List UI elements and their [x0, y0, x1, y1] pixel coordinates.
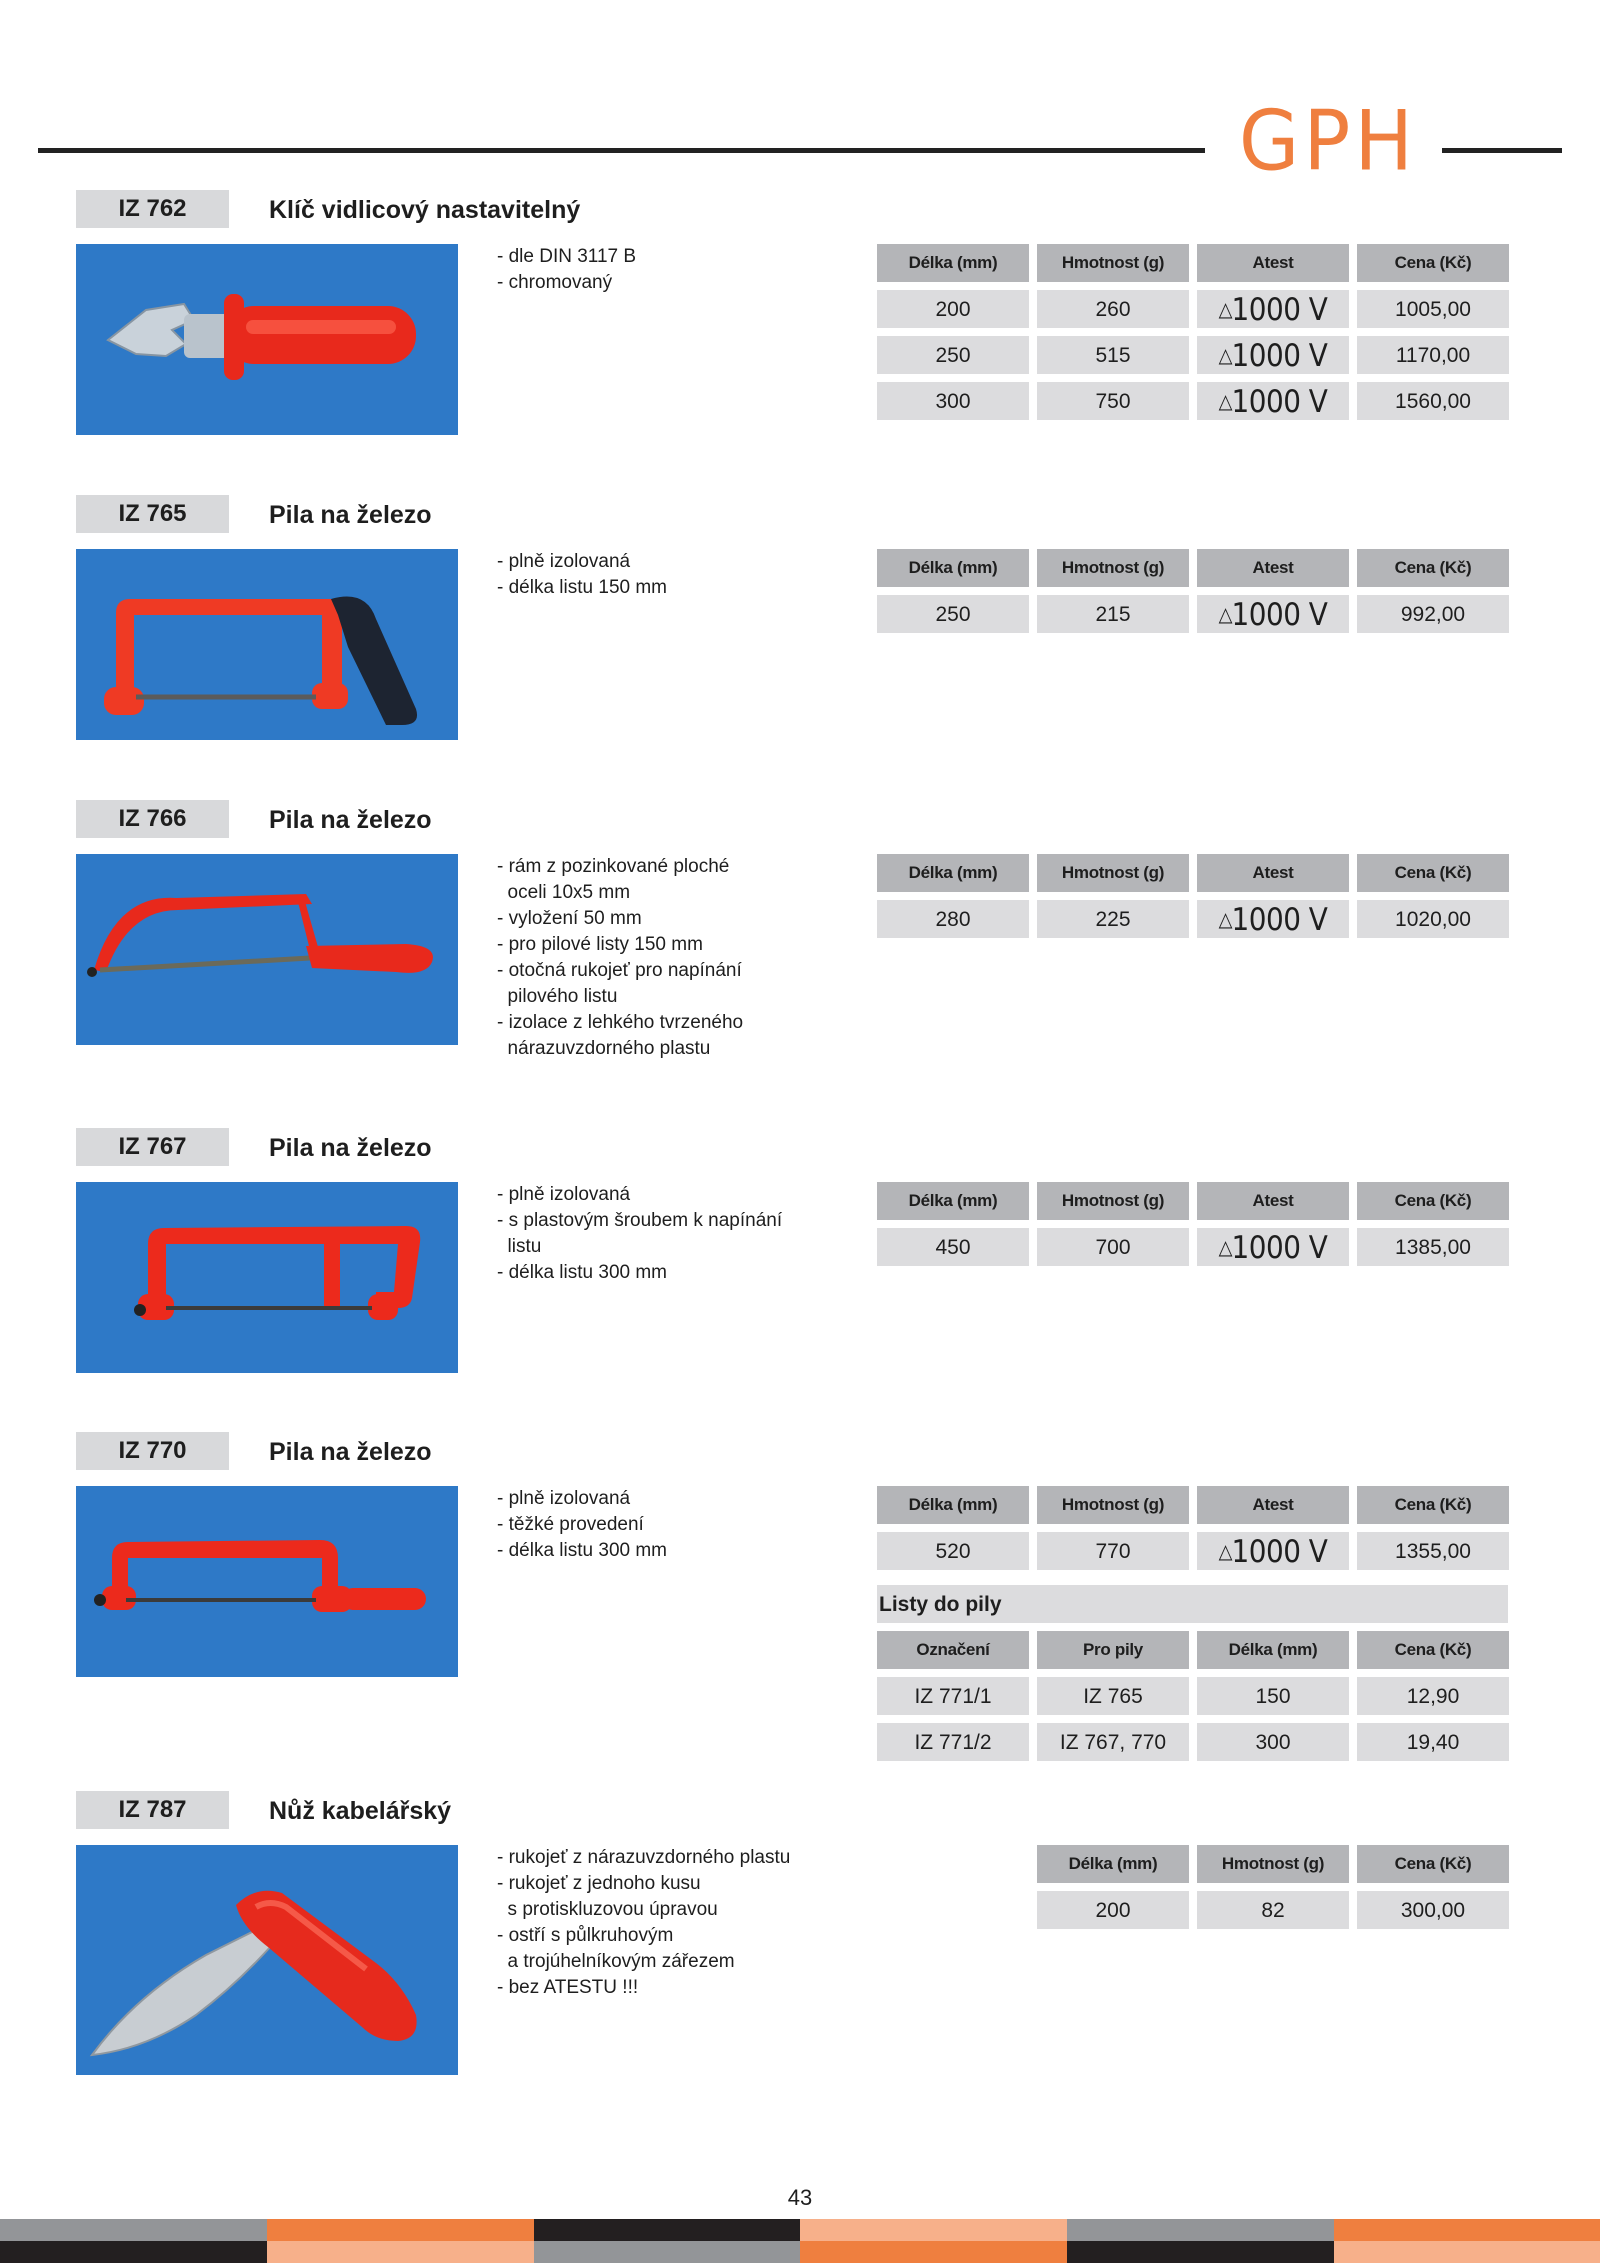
- atest-value: 1000 V: [1231, 292, 1328, 328]
- col-header-atest: Atest: [1197, 244, 1349, 282]
- col-header-atest: Atest: [1197, 549, 1349, 587]
- cell-length: 450: [877, 1228, 1029, 1266]
- voltage-triangle-icon: △: [1218, 343, 1232, 367]
- cell-length: 200: [877, 290, 1029, 328]
- voltage-triangle-icon: △: [1218, 1235, 1232, 1259]
- col-header-weight: Hmotnost (g): [1037, 549, 1189, 587]
- footer-stripe: [534, 2219, 800, 2241]
- description-line: - plně izolovaná: [497, 1184, 631, 1205]
- hacksaw-with-grip-image: [76, 549, 458, 740]
- cell-designation: IZ 771/2: [877, 1723, 1029, 1761]
- description-line: a trojúhelníkovým zářezem: [497, 1951, 735, 1972]
- col-header-for-saws: Pro pily: [1037, 1631, 1189, 1669]
- cell-for-saws: IZ 765: [1037, 1677, 1189, 1715]
- cell-price: 1385,00: [1357, 1228, 1509, 1266]
- cell-atest: [1197, 382, 1349, 420]
- heavy-hacksaw-image: [76, 1486, 458, 1677]
- description-line: oceli 10x5 mm: [497, 882, 631, 903]
- cell-weight: 750: [1037, 382, 1189, 420]
- col-header-weight: Hmotnost (g): [1037, 1486, 1189, 1524]
- footer-stripe: [1334, 2241, 1600, 2263]
- cell-length: 200: [1037, 1891, 1189, 1929]
- footer-stripe: [800, 2219, 1067, 2241]
- col-header-atest: Atest: [1197, 1182, 1349, 1220]
- col-header-weight: Hmotnost (g): [1037, 1182, 1189, 1220]
- cell-price: 12,90: [1357, 1677, 1509, 1715]
- footer-stripe: [1067, 2241, 1334, 2263]
- footer-stripe: [1067, 2219, 1334, 2241]
- header-rule-right: [1442, 148, 1562, 153]
- description-line: - ostří s půlkruhovým: [497, 1925, 674, 1946]
- description-line: - rukojeť z nárazuvzdorného plastu: [497, 1847, 791, 1868]
- col-header-weight: Hmotnost (g): [1037, 244, 1189, 282]
- col-header-length: Délka (mm): [877, 549, 1029, 587]
- cell-weight: 260: [1037, 290, 1189, 328]
- footer-stripe: [0, 2241, 267, 2263]
- col-header-length: Délka (mm): [1197, 1631, 1349, 1669]
- footer-stripe: [800, 2241, 1067, 2263]
- adjustable-wrench-image: [76, 244, 458, 435]
- col-header-price: Cena (Kč): [1357, 1182, 1509, 1220]
- cell-length: 250: [877, 595, 1029, 633]
- brand-logo: GPH: [1238, 94, 1418, 190]
- cell-designation: IZ 771/1: [877, 1677, 1029, 1715]
- cell-weight: 225: [1037, 900, 1189, 938]
- description-line: - plně izolovaná: [497, 551, 631, 572]
- product-description: [497, 244, 827, 296]
- cell-atest: [1197, 595, 1349, 633]
- product-code: IZ 765: [76, 495, 229, 533]
- description-line: listu: [497, 1236, 542, 1257]
- product-description: [497, 854, 827, 1062]
- spec-table: [877, 244, 1509, 420]
- description-line: - délka listu 300 mm: [497, 1262, 668, 1283]
- cell-price: 300,00: [1357, 1891, 1509, 1929]
- product-title: Pila na železo: [269, 1134, 432, 1162]
- description-line: - bez ATESTU !!!: [497, 1977, 639, 1998]
- product-code: IZ 766: [76, 800, 229, 838]
- footer-stripe: [267, 2241, 534, 2263]
- cell-for-saws: IZ 767, 770: [1037, 1723, 1189, 1761]
- product-code: IZ 767: [76, 1128, 229, 1166]
- col-header-price: Cena (Kč): [1357, 854, 1509, 892]
- product-description: [497, 1182, 827, 1286]
- col-header-length: Délka (mm): [877, 244, 1029, 282]
- cell-price: 1020,00: [1357, 900, 1509, 938]
- cell-length: 300: [1197, 1723, 1349, 1761]
- footer-stripe: [1334, 2219, 1600, 2241]
- cell-length: 280: [877, 900, 1029, 938]
- cell-atest: [1197, 900, 1349, 938]
- description-line: pilového listu: [497, 986, 618, 1007]
- description-line: - rukojeť z jednoho kusu: [497, 1873, 701, 1894]
- blades-table: [877, 1631, 1509, 1761]
- product-code: IZ 770: [76, 1432, 229, 1470]
- product-title: Pila na železo: [269, 806, 432, 834]
- description-line: - plně izolovaná: [497, 1488, 631, 1509]
- description-line: - chromovaný: [497, 272, 613, 293]
- atest-value: 1000 V: [1231, 597, 1328, 633]
- cell-length: 520: [877, 1532, 1029, 1570]
- cell-weight: 770: [1037, 1532, 1189, 1570]
- product-title: Pila na železo: [269, 501, 432, 529]
- col-header-length: Délka (mm): [877, 1486, 1029, 1524]
- description-line: - dle DIN 3117 B: [497, 246, 637, 267]
- col-header-weight: Hmotnost (g): [1037, 854, 1189, 892]
- spec-table: [1037, 1845, 1509, 1929]
- junior-hacksaw-image: [76, 854, 458, 1045]
- col-header-length: Délka (mm): [1037, 1845, 1189, 1883]
- cell-atest: [1197, 1532, 1349, 1570]
- description-line: - otočná rukojeť pro napínání: [497, 960, 742, 981]
- voltage-triangle-icon: △: [1218, 907, 1232, 931]
- cell-price: 1005,00: [1357, 290, 1509, 328]
- page-number: 43: [787, 2185, 813, 2210]
- spec-table: [877, 549, 1509, 633]
- atest-value: 1000 V: [1231, 1534, 1328, 1570]
- description-line: - s plastovým šroubem k napínání: [497, 1210, 783, 1231]
- footer-stripe: [267, 2219, 534, 2241]
- col-header-length: Délka (mm): [877, 1182, 1029, 1220]
- cell-price: 992,00: [1357, 595, 1509, 633]
- description-line: - délka listu 150 mm: [497, 577, 668, 598]
- cell-price: 1355,00: [1357, 1532, 1509, 1570]
- col-header-atest: Atest: [1197, 854, 1349, 892]
- description-line: s protiskluzovou úpravou: [497, 1899, 718, 1920]
- col-header-designation: Označení: [877, 1631, 1029, 1669]
- cell-price: 1170,00: [1357, 336, 1509, 374]
- description-line: - délka listu 300 mm: [497, 1540, 668, 1561]
- atest-value: 1000 V: [1231, 902, 1328, 938]
- cell-length: 300: [877, 382, 1029, 420]
- spec-table: [877, 1182, 1509, 1266]
- col-header-price: Cena (Kč): [1357, 244, 1509, 282]
- cell-length: 150: [1197, 1677, 1349, 1715]
- product-description: [497, 1845, 827, 2001]
- atest-value: 1000 V: [1231, 384, 1328, 420]
- cell-price: 19,40: [1357, 1723, 1509, 1761]
- atest-value: 1000 V: [1231, 338, 1328, 374]
- voltage-triangle-icon: △: [1218, 389, 1232, 413]
- col-header-length: Délka (mm): [877, 854, 1029, 892]
- product-description: [497, 549, 827, 601]
- product-description: [497, 1486, 827, 1564]
- cell-weight: 82: [1197, 1891, 1349, 1929]
- col-header-price: Cena (Kč): [1357, 1631, 1509, 1669]
- footer-stripe: [0, 2219, 267, 2241]
- product-code: IZ 787: [76, 1791, 229, 1829]
- cell-length: 250: [877, 336, 1029, 374]
- product-title: Nůž kabelářský: [269, 1797, 452, 1825]
- description-line: - těžké provedení: [497, 1514, 644, 1535]
- blades-section-title: Listy do pily: [877, 1585, 1508, 1623]
- description-line: nárazuvzdorného plastu: [497, 1038, 711, 1059]
- voltage-triangle-icon: △: [1218, 1539, 1232, 1563]
- cell-weight: 215: [1037, 595, 1189, 633]
- col-header-weight: Hmotnost (g): [1197, 1845, 1349, 1883]
- cell-atest: [1197, 1228, 1349, 1266]
- product-code: IZ 762: [76, 190, 229, 228]
- hacksaw-frame-image: [76, 1182, 458, 1373]
- description-line: - rám z pozinkované ploché: [497, 856, 730, 877]
- cell-price: 1560,00: [1357, 382, 1509, 420]
- spec-table: [877, 854, 1509, 938]
- spec-table: [877, 1486, 1509, 1570]
- cable-knife-image: [76, 1845, 458, 2075]
- col-header-atest: Atest: [1197, 1486, 1349, 1524]
- product-title: Pila na železo: [269, 1438, 432, 1466]
- voltage-triangle-icon: △: [1218, 297, 1232, 321]
- description-line: - vyložení 50 mm: [497, 908, 642, 929]
- description-line: - izolace z lehkého tvrzeného: [497, 1012, 744, 1033]
- description-line: - pro pilové listy 150 mm: [497, 934, 703, 955]
- footer-stripe: [534, 2241, 800, 2263]
- product-title: Klíč vidlicový nastavitelný: [269, 196, 581, 224]
- cell-atest: [1197, 336, 1349, 374]
- cell-weight: 515: [1037, 336, 1189, 374]
- header-rule-left: [38, 148, 1205, 153]
- col-header-price: Cena (Kč): [1357, 549, 1509, 587]
- atest-value: 1000 V: [1231, 1230, 1328, 1266]
- col-header-price: Cena (Kč): [1357, 1486, 1509, 1524]
- voltage-triangle-icon: △: [1218, 602, 1232, 626]
- cell-weight: 700: [1037, 1228, 1189, 1266]
- cell-atest: [1197, 290, 1349, 328]
- col-header-price: Cena (Kč): [1357, 1845, 1509, 1883]
